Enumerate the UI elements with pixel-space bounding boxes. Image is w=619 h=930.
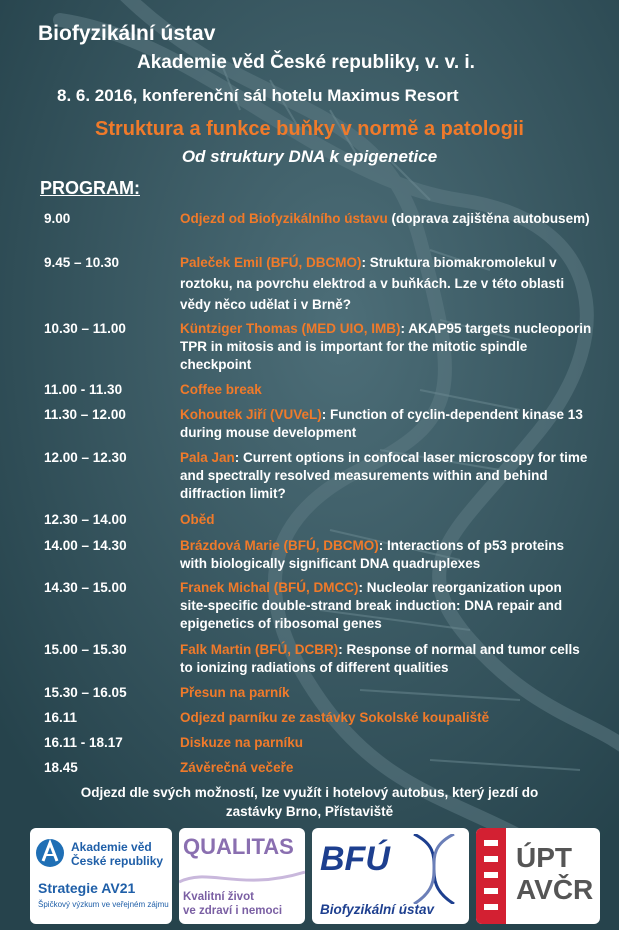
transport-note-line2: zastávky Brno, Přístaviště [225,804,394,819]
schedule-item [180,759,592,777]
schedule-speaker: Diskuze na parníku [180,735,304,750]
conference-subtitle: Od struktury DNA k epigenetice [181,147,438,166]
schedule-time: 12.00 – 12.30 [44,450,127,465]
schedule-item [180,210,592,228]
event-date-venue: 8. 6. 2016, konferenční sál hotelu Maximus Resort [57,86,459,105]
institute-name: Biofyzikální ústav [38,22,216,45]
schedule-topic: : AKAP95 targets nucleoporin TPR in mitosis and is important for the mitotic spindle checkpoint [180,321,592,372]
schedule-topic: : Interactions of p53 proteins with biologically significant DNA quadruplexes [180,538,565,571]
avcr-strategy: Strategie AV21 [38,880,136,896]
schedule-speaker: Paleček Emil (BFÚ, DBCMO) [180,255,362,270]
qualitas-name: QUALITAS [183,834,294,859]
schedule-speaker: Oběd [180,512,215,527]
schedule-time: 16.11 [44,710,78,725]
schedule-item [180,641,592,677]
schedule-topic: : Response of normal and tumor cells to ionizing radiations of different qualities [180,642,580,675]
schedule-speaker: Franek Michal (BFÚ, DMCC) [180,580,359,595]
qualitas-logo [179,828,305,924]
schedule-item [180,709,592,727]
bfu-abbr: BFÚ [320,840,390,878]
bfu-logo [312,828,469,924]
transport-note-line1: Odjezd dle svých možností, lze využít i hotelový autobus, který jezdí do [80,785,539,800]
schedule-speaker: Falk Martin (BFÚ, DCBR) [180,642,339,657]
schedule-item [180,406,592,442]
bfu-helix-icon [404,834,464,904]
schedule-item [180,734,592,752]
bfu-name: Biofyzikální ústav [320,902,435,917]
academy-name: Akademie věd České republiky, v. v. i. [137,52,475,73]
schedule-item [180,537,592,573]
schedule-topic: (doprava zajištěna autobusem) [387,211,590,226]
schedule-time: 14.00 – 14.30 [44,538,127,553]
transport-note [0,783,619,821]
schedule-topic: : Struktura biomakromolekul v roztoku, na povrchu elektrod a v buňkách. Lze v této oblasti vědy něco udělat i v Brně? [180,255,565,312]
schedule-time: 9.45 – 10.30 [44,255,120,270]
schedule-speaker: Brázdová Marie (BFÚ, DBCMO) [180,538,379,553]
schedule-time: 11.00 - 11.30 [44,382,123,397]
schedule-time: 15.30 – 16.05 [44,685,127,700]
schedule-item [180,449,592,503]
schedule-item [180,511,592,529]
schedule-topic: : Function of cyclin-dependent kinase 13 during mouse development [180,407,583,440]
schedule-time: 9.00 [44,211,71,226]
schedule-item [180,684,592,702]
upt-line1: ÚPT [516,842,572,873]
avcr-line2: České republiky [71,854,164,868]
qualitas-line1: Kvalitní život [183,891,254,903]
schedule-speaker: Závěrečná večeře [180,760,294,775]
conference-title: Struktura a funkce buňky v normě a patologii [95,118,524,140]
schedule-speaker: Odjezd od Biofyzikálního ústavu [180,211,388,226]
schedule-speaker: Odjezd parníku ze zastávky Sokolské koupaliště [180,710,490,725]
schedule-time: 15.00 – 15.30 [44,642,127,657]
schedule-topic: : Nucleolar reorganization upon site-specific double-strand break induction: DNA repair and epigenetics of ribosomal genes [180,580,563,631]
qualitas-wave-icon [179,862,305,892]
schedule-time: 10.30 – 11.00 [44,321,126,336]
schedule-speaker: Kohoutek Jiří (VUVeL) [180,407,322,422]
avcr-line1: Akademie věd [71,840,152,854]
schedule-speaker: Pala Jan [180,450,235,465]
upt-emblem-icon [476,828,516,924]
upt-logo [476,828,600,924]
qualitas-line2: ve zdraví i nemoci [183,905,283,917]
schedule-item [180,381,592,399]
schedule-time: 14.30 – 15.00 [44,580,127,595]
schedule-time: 11.30 – 12.00 [44,407,126,422]
upt-line2: AVČR [516,874,594,905]
schedule-item [180,252,592,315]
schedule-speaker: Coffee break [180,382,262,397]
schedule-time: 12.30 – 14.00 [44,512,127,527]
schedule-item [180,320,592,374]
schedule-topic: : Current options in confocal laser microscopy for time and spectrally resolved measurements within and behind diffraction limit? [180,450,588,501]
schedule-speaker: Přesun na parník [180,685,290,700]
program-heading: PROGRAM: [40,178,140,198]
avcr-strategy-logo [30,828,172,924]
schedule-time: 18.45 [44,760,78,775]
schedule-item [180,579,592,633]
schedule-time: 16.11 - 18.17 [44,735,123,750]
avcr-tagline: Špičkový výzkum ve veřejném zájmu [38,900,169,909]
schedule-speaker: Küntziger Thomas (MED UIO, IMB) [180,321,401,336]
